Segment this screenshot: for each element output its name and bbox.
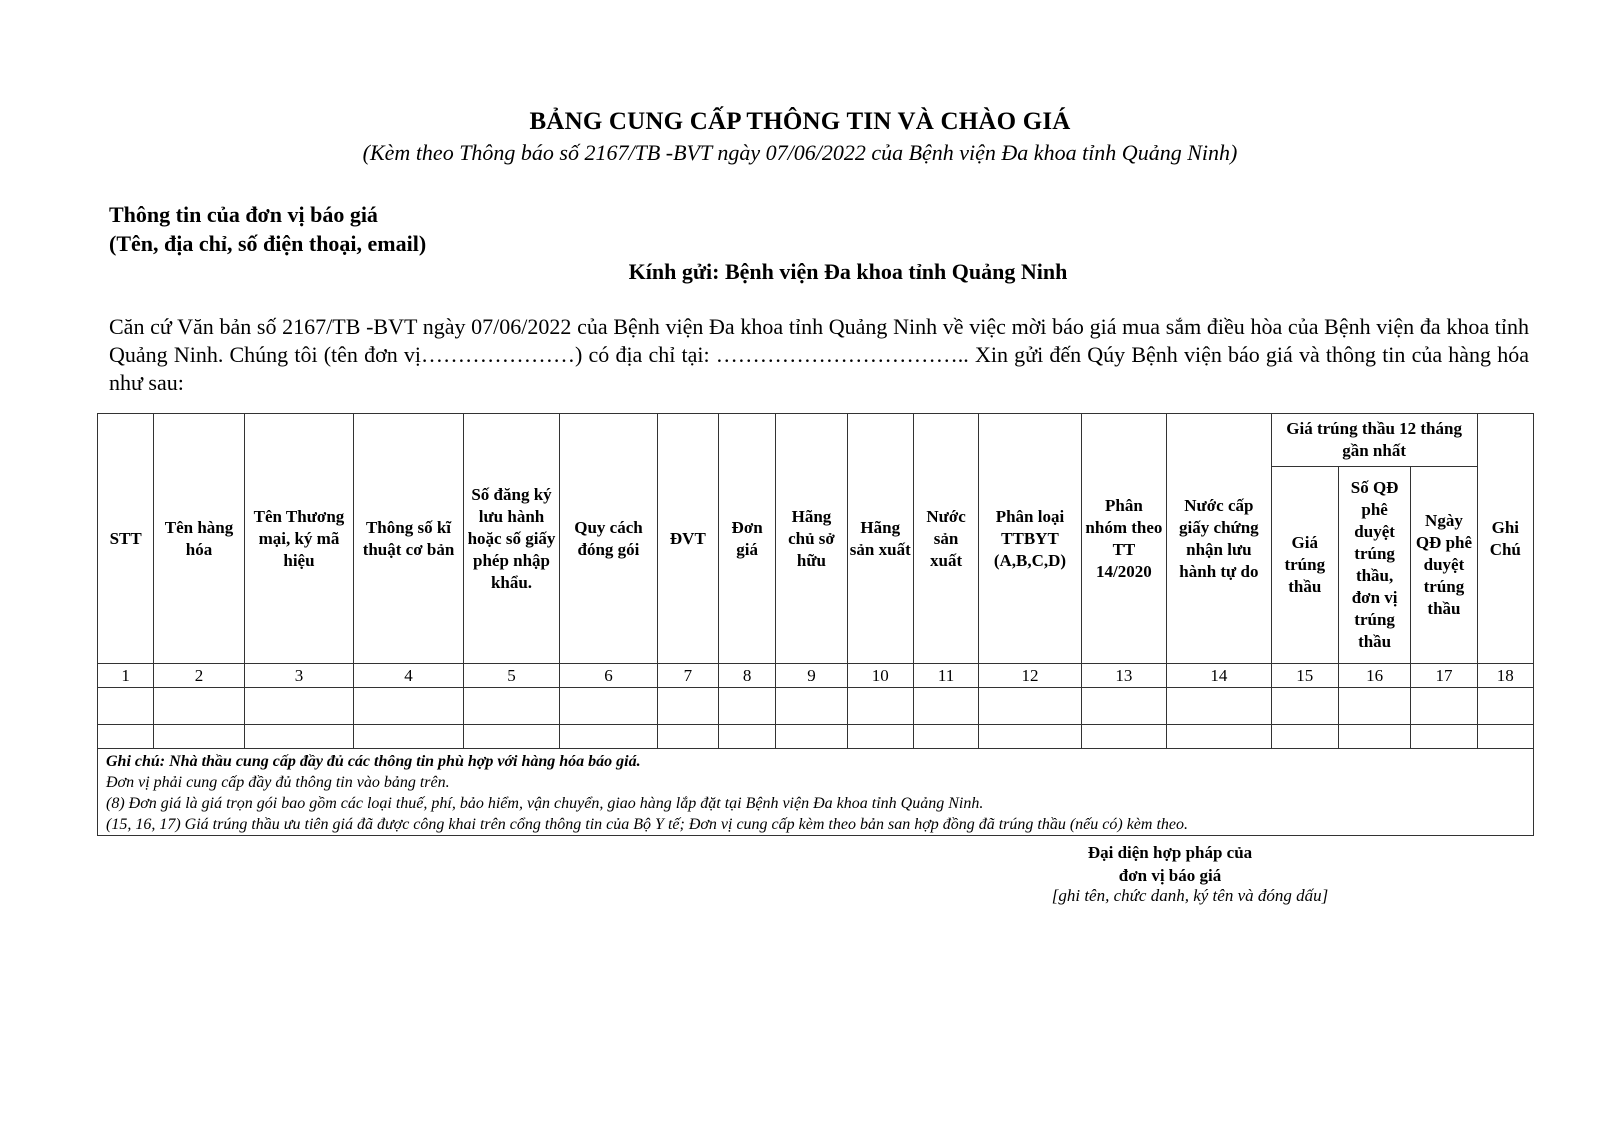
signature-instructions: [ghi tên, chức danh, ký tên và đóng dấu] — [1051, 886, 1329, 905]
column-number: 12 — [979, 664, 1081, 688]
table-cell[interactable] — [719, 688, 776, 725]
column-number: 6 — [560, 664, 657, 688]
table-cell[interactable] — [354, 725, 464, 749]
header-registration-number: Số đăng ký lưu hành hoặc số giấy phép nhập khẩu. — [463, 414, 559, 664]
table-cell[interactable] — [847, 725, 913, 749]
table-cell[interactable] — [98, 688, 154, 725]
column-number: 17 — [1411, 664, 1477, 688]
note-line: (15, 16, 17) Giá trúng thầu ưu tiên giá đã được công khai trên cổng thông tin của Bộ Y tế; Đơn vị cung cấp kèm theo bản san hợp đồng đã trúng thầu (nếu có) kèm theo. — [106, 816, 1189, 833]
signature-subtitle: đơn vị báo giá — [1118, 866, 1222, 885]
column-number: 3 — [244, 664, 354, 688]
table-cell[interactable] — [657, 688, 718, 725]
table-cell[interactable] — [463, 688, 559, 725]
column-number: 13 — [1081, 664, 1166, 688]
column-number: 2 — [154, 664, 244, 688]
recipient-text: Kính gửi: Bệnh viện Đa khoa tỉnh Quảng Ninh — [628, 259, 1068, 284]
table-cell[interactable] — [1167, 688, 1272, 725]
header-owner: Hãng chủ sở hữu — [776, 414, 847, 664]
header-packaging: Quy cách đóng gói — [560, 414, 657, 664]
column-number: 11 — [913, 664, 978, 688]
table-cell[interactable] — [847, 688, 913, 725]
header-notes: Ghi Chú — [1477, 414, 1533, 664]
column-number: 14 — [1167, 664, 1272, 688]
header-winning-bid-group: Giá trúng thầu 12 tháng gần nhất — [1271, 414, 1477, 467]
header-trade-name: Tên Thương mại, ký mã hiệu — [244, 414, 354, 664]
table-cell[interactable] — [657, 725, 718, 749]
header-unit-price: Đơn giá — [719, 414, 776, 664]
header-device-class: Phân loại TTBYT (A,B,C,D) — [979, 414, 1081, 664]
table-cell[interactable] — [1411, 688, 1477, 725]
table-cell[interactable] — [154, 688, 244, 725]
table-cell[interactable] — [979, 688, 1081, 725]
table-cell[interactable] — [1271, 725, 1338, 749]
table-cell[interactable] — [1081, 688, 1166, 725]
column-number: 16 — [1338, 664, 1410, 688]
header-free-sale-country: Nước cấp giấy chứng nhận lưu hành tự do — [1167, 414, 1272, 664]
table-cell[interactable] — [98, 725, 154, 749]
table-cell[interactable] — [776, 725, 847, 749]
table-cell[interactable] — [244, 688, 354, 725]
signature-title: Đại diện hợp pháp của — [1087, 843, 1253, 862]
recipient-line — [0, 259, 1600, 285]
column-number: 15 — [1271, 664, 1338, 688]
column-number-row — [98, 664, 1534, 688]
table-cell[interactable] — [979, 725, 1081, 749]
header-winning-price: Giá trúng thầu — [1271, 467, 1338, 664]
table-cell[interactable] — [1477, 725, 1533, 749]
document-subtitle: (Kèm theo Thông báo số 2167/TB -BVT ngày 07/06/2022 của Bệnh viện Đa khoa tỉnh Quảng Ninh) — [362, 140, 1238, 165]
header-decision-date: Ngày QĐ phê duyệt trúng thầu — [1411, 467, 1477, 664]
table-cell[interactable] — [463, 725, 559, 749]
table-cell[interactable] — [560, 725, 657, 749]
note-line: (8) Đơn giá là giá trọn gói bao gồm các loại thuế, phí, bảo hiểm, vận chuyển, giao hàng lắp đặt tại Bệnh viện Đa khoa tỉnh Quảng Ninh. — [106, 795, 984, 812]
table-cell[interactable] — [354, 688, 464, 725]
header-product-name: Tên hàng hóa — [154, 414, 244, 664]
header-manufacturer: Hãng sản xuất — [847, 414, 913, 664]
column-number: 1 — [98, 664, 154, 688]
column-number: 7 — [657, 664, 718, 688]
sender-info — [109, 200, 426, 258]
notes-cell — [98, 749, 1534, 836]
table-row — [98, 725, 1534, 749]
note-line: Đơn vị phải cung cấp đầy đủ thông tin vào bảng trên. — [106, 774, 450, 791]
table-cell[interactable] — [1081, 725, 1166, 749]
header-decision-number: Số QĐ phê duyệt trúng thầu, đơn vị trúng thầu — [1338, 467, 1410, 664]
intro-paragraph: Căn cứ Văn bản số 2167/TB -BVT ngày 07/06/2022 của Bệnh viện Đa khoa tỉnh Quảng Ninh về việc mời báo giá mua sắm điều hòa của Bệnh viện đa khoa tỉnh Quảng Ninh. Chúng tôi (tên đơn vị…………………) có địa chỉ tại: …………………………….. Xin gửi đến Qúy Bệnh viện báo giá và thông tin của hàng hóa như sau: — [109, 314, 1529, 395]
table-cell[interactable] — [1338, 688, 1410, 725]
column-number: 18 — [1477, 664, 1533, 688]
column-number: 5 — [463, 664, 559, 688]
sender-info-title: Thông tin của đơn vị báo giá — [109, 202, 378, 227]
table-cell[interactable] — [719, 725, 776, 749]
header-unit: ĐVT — [657, 414, 718, 664]
table-cell[interactable] — [244, 725, 354, 749]
table-cell[interactable] — [1338, 725, 1410, 749]
header-stt: STT — [98, 414, 154, 664]
header-specs: Thông số kĩ thuật cơ bản — [354, 414, 464, 664]
column-number: 9 — [776, 664, 847, 688]
table-cell[interactable] — [1477, 688, 1533, 725]
header-group: Phân nhóm theo TT 14/2020 — [1081, 414, 1166, 664]
table-cell[interactable] — [776, 688, 847, 725]
column-number: 4 — [354, 664, 464, 688]
column-number: 10 — [847, 664, 913, 688]
notes-row — [98, 749, 1534, 836]
quotation-table — [97, 413, 1534, 836]
document-title: BẢNG CUNG CẤP THÔNG TIN VÀ CHÀO GIÁ — [529, 108, 1071, 135]
table-cell[interactable] — [913, 688, 978, 725]
note-line-main: Ghi chú: Nhà thầu cung cấp đầy đủ các thông tin phù hợp với hàng hóa báo giá. — [106, 753, 641, 770]
table-cell[interactable] — [1167, 725, 1272, 749]
table-cell[interactable] — [1271, 688, 1338, 725]
column-number: 8 — [719, 664, 776, 688]
table-cell[interactable] — [913, 725, 978, 749]
header-country-of-origin: Nước sản xuất — [913, 414, 978, 664]
sender-info-fields: (Tên, địa chỉ, số điện thoại, email) — [109, 231, 427, 256]
table-cell[interactable] — [1411, 725, 1477, 749]
table-row — [98, 688, 1534, 725]
table-cell[interactable] — [560, 688, 657, 725]
table-cell[interactable] — [154, 725, 244, 749]
